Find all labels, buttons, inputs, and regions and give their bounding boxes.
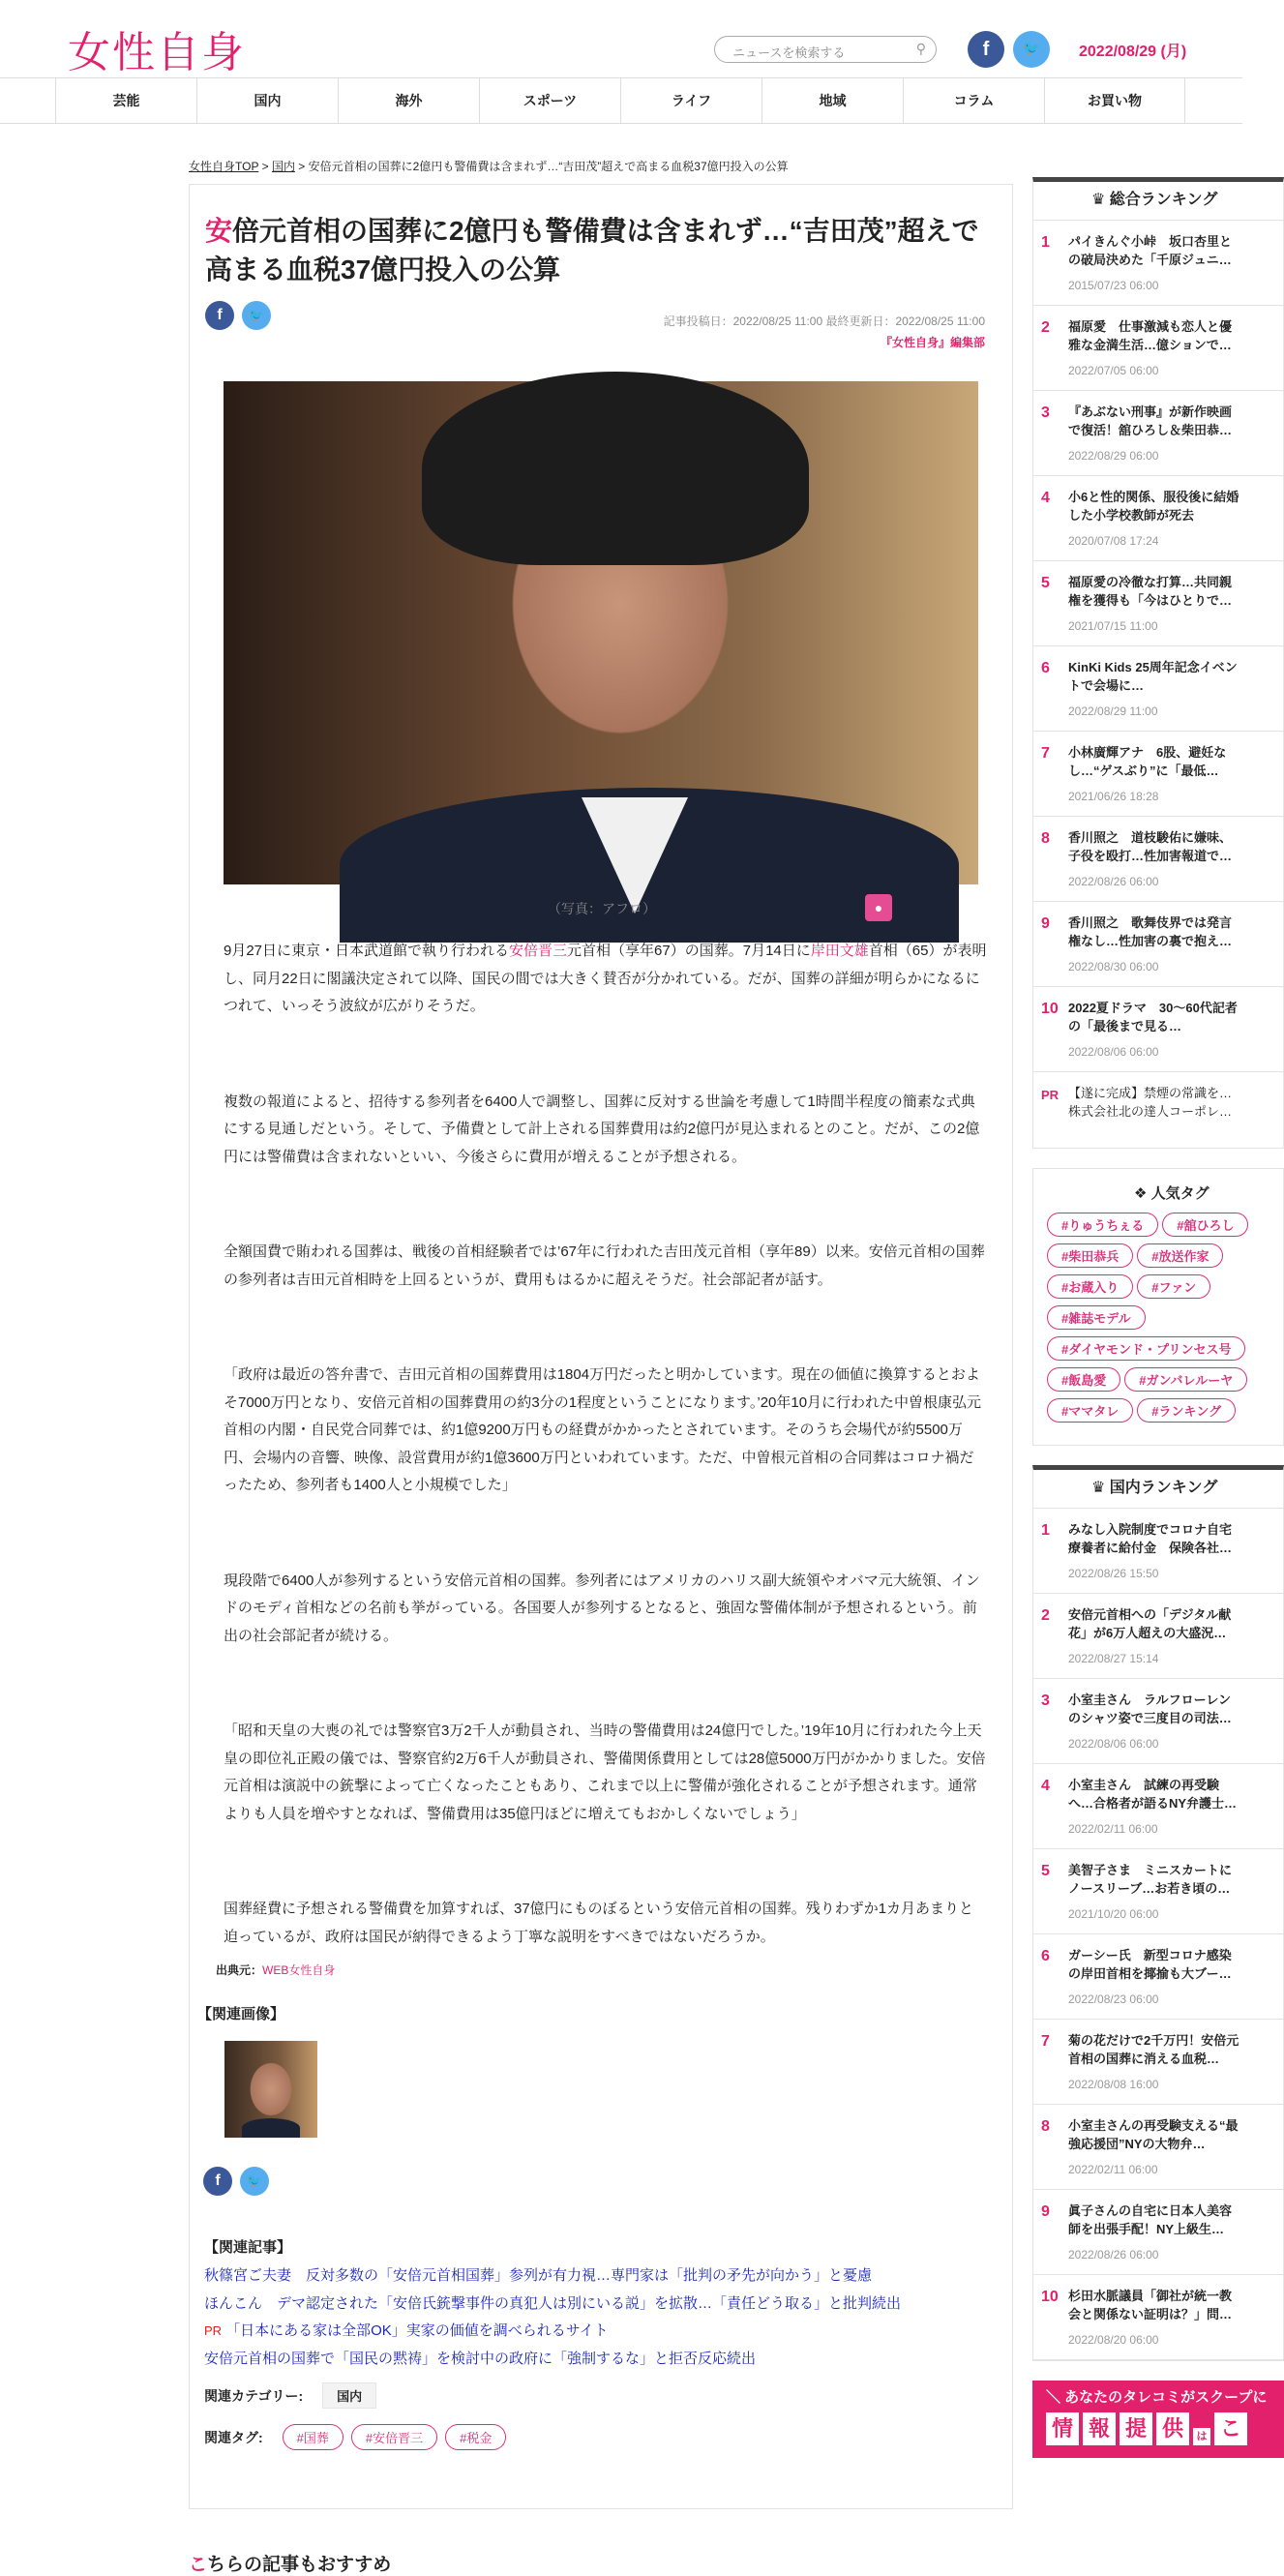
tag[interactable]: #安倍晋三: [351, 2424, 437, 2450]
ranking-date: 2015/07/23 06:00: [1068, 279, 1159, 292]
rank-number: 6: [1041, 660, 1050, 676]
ranking-header: [1033, 182, 1283, 221]
facebook-icon[interactable]: f: [968, 31, 1004, 68]
popular-tag[interactable]: #お蔵入り: [1047, 1274, 1133, 1299]
text: 首相（65）が表明し、同月22日に閣議決定されて以降、国民の間では大きく賛否が分かれている。だが、国葬の詳細が明らかになるにつれて、いっそう波紋が広がりそうだ。: [224, 943, 987, 1014]
ranking-title: 香川照之 道枝駿佑に嫌味、子役を殴打…性加害報道で…: [1068, 830, 1233, 863]
rank-number: 9: [1041, 915, 1050, 932]
paragraph: 「政府は最近の答弁書で、吉田元首相の国葬費用は1804万円だったと明かしています。現在の価値に換算するとおよそ7000万円となり、安倍元首相の国葬費用の約3分の1程度ということになります。’20年10月に行われた中曽根康弘元首相の内閣・自民党合同葬では、約1億9200万円もの経費がかかったとされています。そのうち会場代が約5500万円、会場内の音響、映像、設営費用が約1億3600万円といわれています。ただ、中曽根元首相の合同葬はコロナ禍だったため、参列者も1400人と小規模でした」: [224, 1366, 982, 1493]
ranking-date: 2022/08/08 16:00: [1068, 2078, 1159, 2091]
ranking-date: 2022/08/26 06:00: [1068, 875, 1159, 888]
ranking-item[interactable]: [1033, 1509, 1283, 1594]
ranking-title: 福原愛 仕事激減も恋人と優雅な金満生活…億ションで…: [1068, 319, 1233, 352]
banner-char: 情: [1046, 2412, 1079, 2445]
popular-tag[interactable]: #雑誌モデル: [1047, 1305, 1146, 1330]
search-placeholder: ニュースを検索する: [732, 45, 846, 60]
nav-kokunai[interactable]: 国内: [196, 78, 338, 123]
related-article-link[interactable]: [204, 2262, 1007, 2291]
rank-number: 5: [1041, 1863, 1050, 1879]
ranking-date: 2021/07/15 11:00: [1068, 619, 1158, 633]
banner-text: ＼ あなたのタレコミがスクープに: [1046, 2389, 1268, 2406]
breadcrumb-current: 安倍元首相の国葬に2億円も警備費は含まれず…“吉田茂”超えで高まる血税37億円投入の公算: [308, 160, 789, 173]
category-button[interactable]: 国内: [322, 2382, 376, 2409]
source: [216, 1961, 988, 1980]
ranking-date: 2022/08/26 06:00: [1068, 2248, 1159, 2261]
link-text: 秋篠宮ご夫妻 反対多数の「安倍元首相国葬」参列が有力視…専門家は「批判の矛先が向かう」と憂慮: [204, 2267, 873, 2284]
nav-chiiki[interactable]: 地域: [761, 78, 903, 123]
paragraph: 「昭和天皇の大喪の礼では警察官3万2千人が動員され、当時の警備費用は24億円でした。’19年10月に行われた今上天皇の即位礼正殿の儀では、警察官約2万6千人が動員され、警備関係費用としては28億5000万円がかかりました。安倍元首相は演説中の銃撃によって亡くなったこともあり、これまで以上に警備が強化されることが予想されます。通常よりも人員を増やすとなれば、警備費用は35億円ほどに増えてもおかしくないでしょう」: [224, 1722, 986, 1822]
camera-icon[interactable]: ●: [865, 894, 892, 921]
ranking-item[interactable]: [1033, 987, 1283, 1072]
ranking-item[interactable]: [1033, 1594, 1283, 1679]
site-logo[interactable]: 女性自身: [68, 28, 246, 77]
related-images-heading: 【関連画像】: [197, 2006, 285, 2022]
banner-char: 提: [1120, 2412, 1152, 2445]
main-photo[interactable]: [224, 381, 978, 884]
nav-column[interactable]: コラム: [903, 78, 1044, 123]
ranking-item[interactable]: [1033, 817, 1283, 902]
breadcrumb-category[interactable]: 国内: [271, 160, 295, 173]
pr-label: PR: [204, 2323, 223, 2338]
related-article-link[interactable]: [204, 2318, 1007, 2346]
rank-number: 10: [1041, 1001, 1059, 1017]
ranking-date: 2022/08/06 06:00: [1068, 1045, 1159, 1059]
crown-icon: ♛: [1091, 192, 1110, 208]
author[interactable]: 『女性自身』編集部: [880, 336, 985, 349]
ranking-date: 2021/10/20 06:00: [1068, 1907, 1159, 1921]
paragraph: [224, 938, 988, 1021]
ranking-title: 2022夏ドラマ 30〜60代記者の「最後まで見る…: [1068, 1001, 1238, 1033]
link-text: 「日本にある家は全部OK」実家の価値を調べられるサイト: [225, 2322, 609, 2339]
rank-number: 7: [1041, 745, 1050, 762]
tag-row: [1047, 1394, 1283, 1425]
rank-number: 1: [1041, 1522, 1050, 1539]
ranking-item[interactable]: [1033, 1849, 1283, 1934]
popular-tag[interactable]: #ランキング: [1137, 1398, 1236, 1423]
rank-number: 1: [1041, 234, 1050, 251]
recommend-heading: [189, 2550, 1013, 2576]
ranking-date: 2022/02/11 06:00: [1068, 2163, 1158, 2176]
rank-number: 5: [1041, 575, 1050, 591]
search-input[interactable]: [714, 36, 937, 63]
article-body: [216, 938, 988, 1980]
related-category: [204, 2382, 1007, 2409]
article: [189, 184, 1013, 2509]
rank-number: 4: [1041, 1778, 1050, 1794]
breadcrumb: [189, 158, 1013, 174]
banner-char: 報: [1083, 2412, 1116, 2445]
popular-tag[interactable]: #ファン: [1137, 1274, 1210, 1299]
tip-banner[interactable]: [1032, 2381, 1284, 2458]
ranking-item[interactable]: [1033, 732, 1283, 817]
popular-tags: [1032, 1168, 1284, 1446]
paragraph: 全額国費で賄われる国葬は、戦後の首相経験者では’67年に行われた吉田茂元首相（享年89）以来。安倍元首相の国葬の参列者は吉田元首相時を上回るというが、費用もはるかに超えそうだ。社会部記者が話す。: [224, 1243, 985, 1288]
search-icon[interactable]: ⚲: [915, 41, 926, 56]
tag-row: [1047, 1209, 1283, 1240]
ranking-title: 小室圭さん 試練の再受験へ…合格者が語るNY弁護士…: [1068, 1778, 1238, 1811]
tag[interactable]: #税金: [445, 2424, 506, 2450]
breadcrumb-sep: >: [294, 160, 309, 173]
related-tags: [204, 2424, 1007, 2450]
popular-tags-header: [1047, 1183, 1283, 1203]
ranking-item[interactable]: [1033, 902, 1283, 987]
ranking-title: 福原愛の冷徹な打算…共同親権を獲得も「今はひとりで…: [1068, 575, 1233, 608]
share-facebook-icon[interactable]: f: [203, 2167, 232, 2196]
link-text: ほんこん デマ認定された「安倍氏銃撃事件の真犯人は別にいる説」を拡散…「責任どう取る」と批判続出: [204, 2294, 902, 2312]
popular-tag[interactable]: #舘ひろし: [1162, 1213, 1248, 1237]
domestic-ranking: [1032, 1465, 1284, 2361]
ranking-date: 2021/06/26 18:28: [1068, 790, 1159, 803]
ranking-title: 眞子さんの自宅に日本人美容師を出張手配！NY上級生…: [1068, 2203, 1233, 2236]
ranking-date: 2020/07/08 17:24: [1068, 534, 1159, 548]
related-article-link[interactable]: [204, 2291, 1007, 2319]
link-text: 安倍元首相の国葬で「国民の黙祷」を検討中の政府に「強制するな」と拒否反応続出: [204, 2350, 757, 2367]
ranking-date: 2022/08/20 06:00: [1068, 2333, 1159, 2347]
source-link[interactable]: WEB女性自身: [262, 1963, 336, 1977]
overall-ranking: [1032, 177, 1284, 1149]
article-header: [190, 185, 1012, 938]
person-link[interactable]: 安倍晋三: [509, 943, 568, 959]
related-articles: [204, 2236, 1007, 2450]
ranking-header: [1033, 1470, 1283, 1509]
popular-tag[interactable]: #ガンバレルーヤ: [1124, 1367, 1247, 1392]
popular-tag[interactable]: #柴田恭兵: [1047, 1243, 1133, 1268]
ranking-date: 2022/08/06 06:00: [1068, 1737, 1159, 1751]
rank-number: 3: [1041, 1692, 1050, 1709]
ranking-date: 2022/08/29 11:00: [1068, 704, 1158, 718]
ranking-date: 2022/08/27 15:14: [1068, 1652, 1159, 1665]
ranking-title: 小林廣輝アナ 6股、避妊なし…“ゲスぶり”に「最低…: [1068, 745, 1227, 778]
rank-number: 2: [1041, 1607, 1050, 1624]
tag[interactable]: #国葬: [283, 2424, 343, 2450]
photo-caption: （写真：アフロ）: [548, 901, 656, 916]
nav-shopping[interactable]: お買い物: [1044, 78, 1185, 123]
rank-number: 4: [1041, 490, 1050, 506]
ranking-title: 国内ランキング: [1109, 1480, 1218, 1496]
tag-icon: ❖: [1134, 1185, 1151, 1202]
source-label: 出典元：: [216, 1963, 263, 1977]
recommend-rest: ちらの記事もおすすめ: [207, 2555, 392, 2575]
recommend-first: こ: [189, 2555, 208, 2575]
ranking-title: 小室圭さんの再受験支える“最強応援団”NYの大物弁…: [1068, 2118, 1239, 2151]
ranking-item[interactable]: [1033, 1934, 1283, 2020]
ranking-item[interactable]: [1033, 306, 1283, 391]
title-text: 倍元首相の国葬に2億円も警備費は含まれず…“吉田茂”超えで高まる血税37億円投入の公算: [205, 216, 979, 285]
pr-line: 株式会社北の達人コーポレ…: [1068, 1104, 1233, 1119]
ranking-item[interactable]: [1033, 646, 1283, 732]
main-column: [189, 184, 1013, 2576]
related-articles-heading: 【関連記事】: [204, 2239, 292, 2256]
share-twitter-icon[interactable]: 🐦: [240, 2167, 269, 2196]
paragraph: 国葬経費に予想される警備費を加算すれば、37億円にものぼるという安倍元首相の国葬。残りわずか1カ月あまりと迫っているが、政府は国民が納得できるよう丁寧な説明をすべきではないだろうか。: [224, 1901, 974, 1945]
banner-char: は: [1193, 2428, 1210, 2445]
pr-label: PR: [1041, 1088, 1060, 1102]
tag-row: [1047, 1333, 1283, 1363]
breadcrumb-sep: >: [258, 160, 272, 173]
person-link[interactable]: 岸田文雄: [810, 943, 869, 959]
ranking-title: パイきんぐ小峠 坂口杏里との破局決めた「千原ジュニ…: [1068, 234, 1233, 267]
text: 元首相（享年67）の国葬。7月14日に: [567, 943, 811, 959]
popular-tags-title: 人気タグ: [1150, 1185, 1209, 1202]
share-facebook-icon[interactable]: f: [205, 301, 234, 330]
title-first-char: 安: [205, 216, 233, 246]
rank-number: 8: [1041, 830, 1050, 847]
ranking-title: 総合ランキング: [1109, 192, 1218, 208]
ranking-item[interactable]: [1033, 391, 1283, 476]
popular-tag[interactable]: #ダイヤモンド・プリンセス号: [1047, 1336, 1245, 1361]
ranking-title: 菊の花だけで2千万円！安倍元首相の国葬に消える血税…: [1068, 2033, 1239, 2066]
banner-char: こ: [1214, 2412, 1247, 2445]
share-twitter-icon[interactable]: 🐦: [242, 301, 271, 330]
nav-kaigai[interactable]: 海外: [338, 78, 479, 123]
tags-label: 関連タグ:: [204, 2429, 263, 2445]
ranking-date: 2022/08/23 06:00: [1068, 1992, 1159, 2006]
tag-row: [1047, 1271, 1283, 1302]
nav-sports[interactable]: スポーツ: [479, 78, 620, 123]
ranking-title: 小室圭さん ラルフローレンのシャツ姿で三度目の司法…: [1068, 1692, 1232, 1725]
nav-life[interactable]: ライフ: [620, 78, 761, 123]
pr-line: 【遂に完成】禁煙の常識を…: [1068, 1086, 1233, 1100]
rank-number: 3: [1041, 404, 1050, 421]
ranking-title: 香川照之 歌舞伎界では発言権なし…性加害の裏で抱え…: [1068, 915, 1233, 948]
ranking-date: 2022/08/29 06:00: [1068, 449, 1159, 463]
page-title: [205, 212, 999, 289]
category-label: 関連カテゴリー:: [204, 2387, 304, 2404]
ranking-title: KinKi Kids 25周年記念イベントで会場に…: [1068, 660, 1238, 693]
ranking-title: みなし入院制度でコロナ自宅療養者に給付金 保険各社…: [1068, 1522, 1233, 1555]
ranking-title: 小6と性的関係、服役後に結婚した小学校教師が死去: [1068, 490, 1239, 523]
twitter-icon[interactable]: 🐦: [1013, 31, 1050, 68]
text: 9月27日に東京・日本武道館で執り行われる: [224, 943, 510, 959]
ranking-title: 美智子さま ミニスカートにノースリーブ…お若き頃の…: [1068, 1863, 1233, 1896]
crown-icon: ♛: [1091, 1480, 1110, 1496]
ranking-item[interactable]: [1033, 1764, 1283, 1849]
popular-tag[interactable]: #りゅうちぇる: [1047, 1213, 1158, 1237]
ranking-date: 2022/02/11 06:00: [1068, 1822, 1158, 1836]
breadcrumb-top[interactable]: 女性自身TOP: [189, 160, 259, 173]
related-image-thumbnail[interactable]: [224, 2041, 317, 2138]
paragraph: 現段階で6400人が参列するという安倍元首相の国葬。参列者にはアメリカのハリス副大統領やオバマ元大統領、インドのモディ首相などの名前も挙がっている。各国要人が参列するとなると、強固な警備体制が予想されるという。前出の社会部記者が続ける。: [224, 1572, 980, 1644]
sidebar: [1032, 177, 1284, 2458]
popular-tag[interactable]: #放送作家: [1137, 1243, 1223, 1268]
ranking-item[interactable]: [1033, 221, 1283, 306]
ranking-date: 2022/07/05 06:00: [1068, 364, 1159, 377]
rank-number: 9: [1041, 2203, 1050, 2220]
ranking-item[interactable]: [1033, 561, 1283, 646]
ranking-title: 安倍元首相への「デジタル献花」が6万人超えの大盛況…: [1068, 1607, 1232, 1640]
post-dates: 記事投稿日：2022/08/25 11:00 最終更新日：2022/08/25 11:00: [663, 315, 985, 328]
nav-geinou[interactable]: 芸能: [55, 78, 196, 123]
ranking-title: 『あぶない刑事』が新作映画で復活！舘ひろし＆柴田恭…: [1068, 404, 1233, 437]
ranking-item[interactable]: [1033, 476, 1283, 561]
tag-row: [1047, 1363, 1283, 1394]
popular-tag[interactable]: #ママタレ: [1047, 1398, 1133, 1423]
tag-row: [1047, 1302, 1283, 1333]
ranking-item[interactable]: [1033, 2105, 1283, 2190]
rank-number: 7: [1041, 2033, 1050, 2050]
ranking-date: 2022/08/26 15:50: [1068, 1567, 1159, 1580]
rank-number: 8: [1041, 2118, 1050, 2135]
current-date: 2022/08/29 (月): [1079, 44, 1187, 60]
ranking-item[interactable]: [1033, 2020, 1283, 2105]
ranking-title: 杉田水脈議員「御社が統一教会と関係ない証明は？」問…: [1068, 2289, 1233, 2321]
share-bar: [190, 2167, 1012, 2196]
related-article-link[interactable]: [204, 2346, 1007, 2374]
paragraph: 複数の報道によると、招待する参列者を6400人で調整し、国葬に反対する世論を考慮して1時間半程度の簡素な式典にする見通しだという。そして、予備費として計上される国葬費用は約2億円が見込まれるとのこと。だが、この2億円には警備費は含まれないといい、今後さらに費用が増えることが予想される。: [224, 1093, 980, 1165]
ranking-date: 2022/08/30 06:00: [1068, 960, 1159, 973]
rank-number: 6: [1041, 1948, 1050, 1964]
popular-tag[interactable]: #飯島愛: [1047, 1367, 1120, 1392]
main-nav: [0, 77, 1242, 124]
tag-row: [1047, 1240, 1283, 1271]
ranking-title: ガーシー氏 新型コロナ感染の岸田首相を揶揄も大ブー…: [1068, 1948, 1232, 1981]
rank-number: 2: [1041, 319, 1050, 336]
pr-item[interactable]: [1033, 1072, 1283, 1148]
ranking-item[interactable]: [1033, 2190, 1283, 2275]
rank-number: 10: [1041, 2289, 1059, 2305]
ranking-item[interactable]: [1033, 2275, 1283, 2360]
banner-chars: [1046, 2412, 1270, 2445]
ranking-item[interactable]: [1033, 1679, 1283, 1764]
banner-char: 供: [1156, 2412, 1189, 2445]
